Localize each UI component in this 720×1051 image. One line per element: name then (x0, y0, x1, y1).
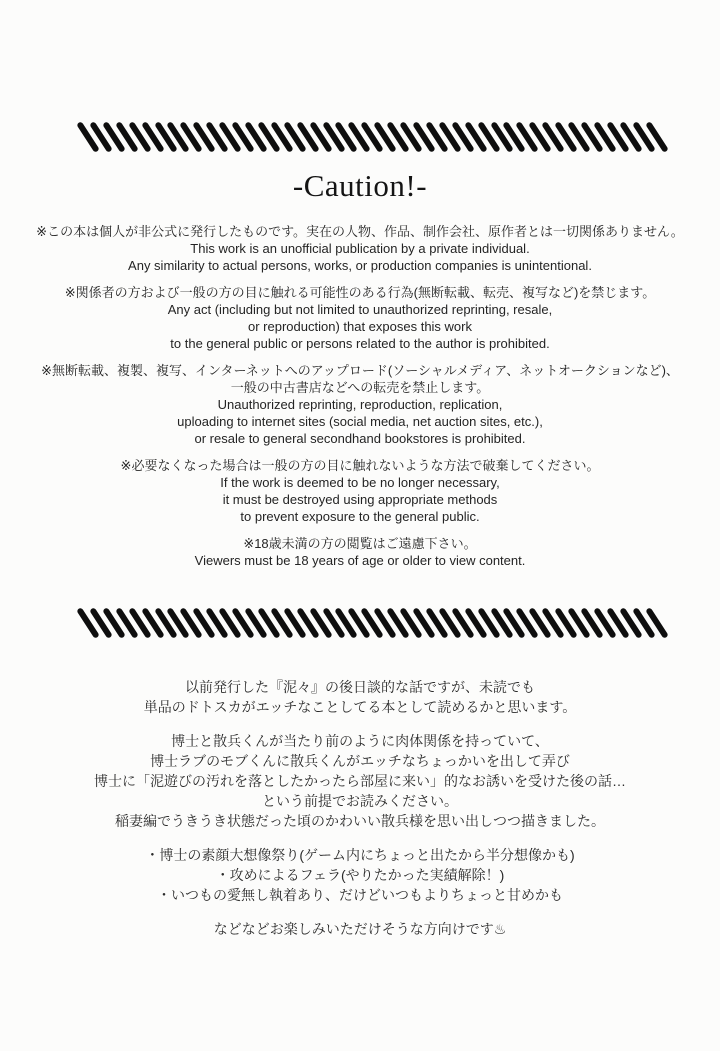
text-line: ※無断転載、複製、複写、インターネットへのアップロード(ソーシャルメディア、ネットオークションなど)、 (41, 363, 679, 378)
text-line: Viewers must be 18 years of age or older to view content. (194, 553, 526, 568)
text-line: 博士に「泥遊びの汚れを落としたかったら部屋に来い」的なお誘いを受けた後の話… (94, 773, 626, 789)
text-line: or reproduction) that exposes this work (248, 319, 472, 334)
text-line: 博士と散兵くんが当たり前のように肉体関係を持っていて、 (171, 733, 549, 749)
text-line: If the work is deemed to be no longer necessary, (220, 475, 500, 490)
text-line: ※必要なくなった場合は一般の方の目に触れないような方法で破棄してください。 (120, 458, 600, 473)
text-line: 単品のドトスカがエッチなことしてる本として読めるかと思います。 (143, 699, 577, 715)
text-line: 以前発行した『泥々』の後日談的な話ですが、未読でも (185, 679, 535, 695)
afterword-paragraph-highlights (20, 845, 700, 905)
text-line: Any similarity to actual persons, works, or production companies is unintentional. (128, 258, 592, 273)
text-line: Any act (including but not limited to unauthorized reprinting, resale, (167, 302, 553, 317)
afterword-paragraph-closing (20, 919, 700, 939)
text-line: ※この本は個人が非公式に発行したものです。実在の人物、作品、制作会社、原作者とは一切関係ありません。 (36, 224, 684, 239)
stripe-divider-top (85, 0, 660, 156)
notice-section (0, 223, 720, 569)
page-title: -Caution!- (292, 168, 428, 203)
notice-paragraph-unofficial (20, 223, 700, 274)
notice-paragraph-exposure (20, 284, 700, 352)
text-line: to the general public or persons related to the author is prohibited. (170, 336, 550, 351)
text-line: it must be destroyed using appropriate methods (222, 492, 498, 507)
text-line: Unauthorized reprinting, reproduction, replication, (217, 397, 503, 412)
afterword-paragraph-intro (20, 677, 700, 717)
notice-paragraph-reprint (20, 362, 700, 447)
text-line: という前提でお読みください。 (262, 793, 458, 809)
stripe-divider-middle (85, 604, 660, 642)
notice-paragraph-disposal (20, 457, 700, 525)
notice-paragraph-age (20, 535, 700, 569)
text-line: ・攻めによるフェラ(やりたかった実績解除！) (215, 867, 505, 883)
text-line: ※18歳未満の方の閲覧はご遠慮下さい。 (243, 536, 477, 551)
text-line: to prevent exposure to the general public. (240, 509, 480, 524)
text-line: などなどお楽しみいただけそうな方向けです♨ (213, 921, 507, 937)
text-line: 博士ラブのモブくんに散兵くんがエッチなちょっかいを出して弄び (150, 753, 570, 769)
text-line: uploading to internet sites (social media, net auction sites, etc.), (177, 414, 543, 429)
text-line: ・博士の素顔大想像祭り(ゲーム内にちょっと出たから半分想像かも) (145, 847, 575, 863)
afterword-paragraph-premise (20, 731, 700, 831)
text-line: 稲妻編でうきうき状態だった頃のかわいい散兵様を思い出しつつ描きました。 (115, 813, 605, 829)
text-line: 一般の中古書店などへの転売を禁止します。 (230, 380, 490, 395)
text-line: ・いつもの愛無し執着あり、だけどいつもよりちょっと甘めかも (157, 887, 563, 903)
afterword-section (0, 677, 720, 939)
text-line: or resale to general secondhand bookstores is prohibited. (194, 431, 526, 446)
text-line: ※関係者の方および一般の方の目に触れる可能性のある行為(無断転載、転売、複写など)を禁じます。 (64, 285, 656, 300)
text-line: This work is an unofficial publication by a private individual. (190, 241, 530, 256)
